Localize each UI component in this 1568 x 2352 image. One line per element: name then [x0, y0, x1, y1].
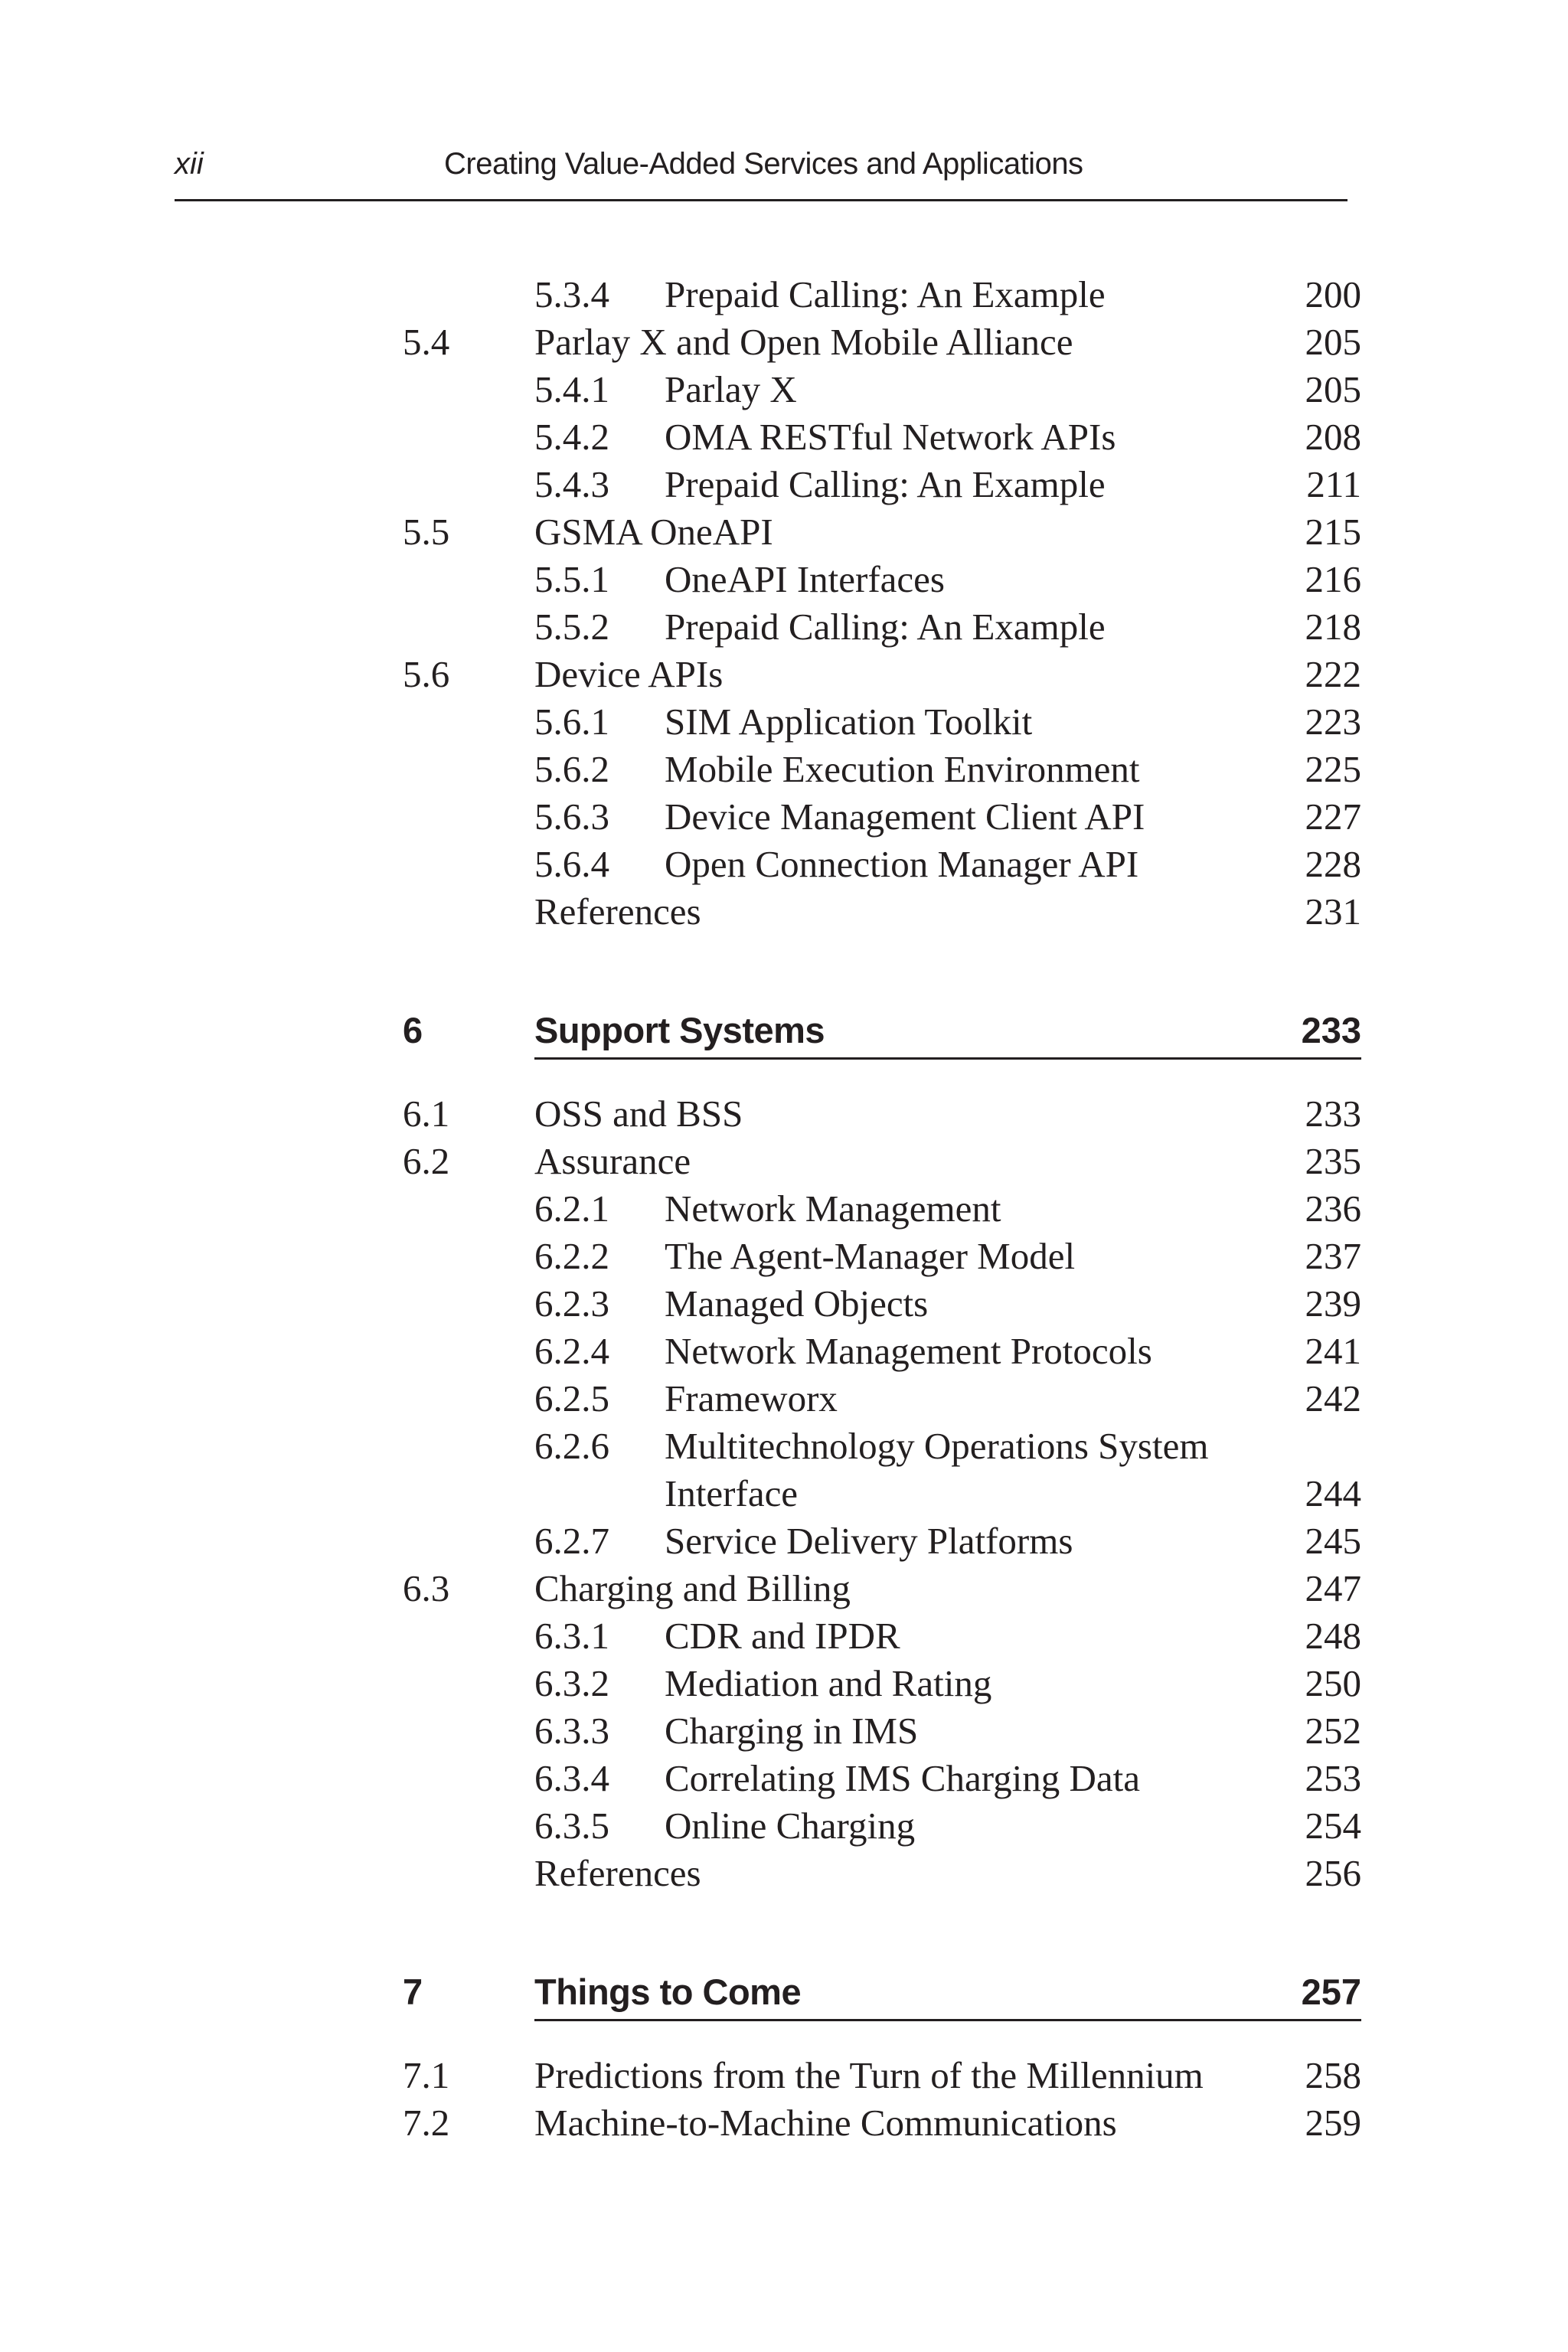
entry-number: 5.5.1 — [534, 558, 609, 600]
entry-title: Prepaid Calling: An Example — [665, 463, 1106, 505]
entry-title: OneAPI Interfaces — [665, 558, 945, 600]
entry-number: 5.5.2 — [534, 606, 609, 648]
page-number: xii — [175, 147, 204, 181]
toc-entry-6-3-2 — [0, 1660, 1568, 1707]
toc-entry-6-2 — [0, 1138, 1568, 1185]
entry-page: 228 — [1305, 843, 1361, 885]
chapter-page: 233 — [1301, 1010, 1361, 1050]
entry-title: Mobile Execution Environment — [665, 748, 1140, 790]
entry-page: 208 — [1305, 416, 1361, 458]
entry-number: 6.3 — [403, 1567, 450, 1609]
running-title: Creating Value-Added Services and Applications — [444, 147, 1083, 181]
entry-page: 215 — [1305, 511, 1361, 553]
entry-number: 5.4 — [403, 321, 450, 363]
entry-page: 239 — [1305, 1282, 1361, 1325]
chapter-number: 6 — [403, 1010, 423, 1050]
entry-number: 5.5 — [403, 511, 450, 553]
toc-entry-6-3-3 — [0, 1707, 1568, 1755]
entry-page: 223 — [1305, 701, 1361, 743]
entry-title: Mediation and Rating — [665, 1662, 992, 1704]
entry-page: 237 — [1305, 1235, 1361, 1277]
entry-title: Assurance — [534, 1140, 691, 1182]
toc-entry-5-6-3 — [0, 793, 1568, 841]
entry-title: Machine-to-Machine Communications — [534, 2102, 1117, 2144]
entry-title: Parlay X and Open Mobile Alliance — [534, 321, 1073, 363]
chapter-title: Support Systems — [534, 1010, 825, 1050]
toc-entry-6-3-5 — [0, 1802, 1568, 1850]
entry-title: Prepaid Calling: An Example — [665, 273, 1106, 315]
toc-entry-6-3-4 — [0, 1755, 1568, 1802]
entry-number: 6.3.4 — [534, 1757, 609, 1799]
entry-page: 200 — [1305, 273, 1361, 315]
entry-number: 6.2.1 — [534, 1187, 609, 1230]
toc-entry-5-4 — [0, 318, 1568, 366]
entry-page: 252 — [1305, 1710, 1361, 1752]
entry-page: 244 — [1305, 1472, 1361, 1514]
entry-number: 6.2.6 — [534, 1425, 609, 1467]
entry-title: Online Charging — [665, 1805, 916, 1847]
entry-number: 5.6.2 — [534, 748, 609, 790]
toc-entry-references-5 — [0, 888, 1568, 936]
entry-page: 242 — [1305, 1377, 1361, 1419]
entry-title: Device APIs — [534, 653, 724, 695]
entry-page: 205 — [1305, 368, 1361, 410]
toc-entry-6-1 — [0, 1090, 1568, 1138]
toc-entry-5-5-2 — [0, 603, 1568, 651]
toc-entry-5-4-3 — [0, 461, 1568, 508]
chapter-heading-7 — [0, 1967, 1568, 2017]
entry-number: 5.3.4 — [534, 273, 609, 315]
entry-page: 227 — [1305, 795, 1361, 838]
entry-number: 5.6 — [403, 653, 450, 695]
entry-number: 6.3.2 — [534, 1662, 609, 1704]
toc-entry-5-3-4 — [0, 271, 1568, 318]
entry-page: 253 — [1305, 1757, 1361, 1799]
entry-title: Device Management Client API — [665, 795, 1145, 838]
toc-entry-6-2-2 — [0, 1233, 1568, 1280]
entry-title-continued: Interface — [665, 1472, 799, 1514]
entry-number: 5.4.3 — [534, 463, 609, 505]
entry-number: 6.2.2 — [534, 1235, 609, 1277]
entry-page: 259 — [1305, 2102, 1361, 2144]
entry-title: Charging and Billing — [534, 1567, 851, 1609]
entry-number: 5.6.1 — [534, 701, 609, 743]
entry-page: 250 — [1305, 1662, 1361, 1704]
toc-entry-5-4-2 — [0, 413, 1568, 461]
entry-page: 248 — [1305, 1615, 1361, 1657]
entry-title: Network Management — [665, 1187, 1001, 1230]
entry-title: Network Management Protocols — [665, 1330, 1152, 1372]
entry-page: 205 — [1305, 321, 1361, 363]
chapter-page: 257 — [1301, 1971, 1361, 2012]
entry-title: Service Delivery Platforms — [665, 1520, 1073, 1562]
entry-title: References — [534, 890, 701, 933]
toc-entry-7-1 — [0, 2052, 1568, 2099]
entry-number: 6.3.3 — [534, 1710, 609, 1752]
toc-entry-5-5 — [0, 508, 1568, 556]
toc-entry-6-2-6 — [0, 1423, 1568, 1470]
toc-entry-7-2 — [0, 2099, 1568, 2147]
entry-page: 218 — [1305, 606, 1361, 648]
toc-entry-references-6 — [0, 1850, 1568, 1897]
entry-title: Correlating IMS Charging Data — [665, 1757, 1141, 1799]
entry-title: Open Connection Manager API — [665, 843, 1139, 885]
toc-entry-5-6-4 — [0, 841, 1568, 888]
entry-page: 222 — [1305, 653, 1361, 695]
entry-title: The Agent-Manager Model — [665, 1235, 1076, 1277]
toc-entry-6-2-5 — [0, 1375, 1568, 1423]
entry-title: Multitechnology Operations System — [665, 1425, 1209, 1467]
entry-title: Predictions from the Turn of the Millennium — [534, 2054, 1204, 2096]
entry-page: 258 — [1305, 2054, 1361, 2096]
toc-entry-5-4-1 — [0, 366, 1568, 413]
entry-page: 241 — [1305, 1330, 1361, 1372]
toc-entry-6-2-3 — [0, 1280, 1568, 1328]
toc-entry-6-2-7 — [0, 1517, 1568, 1565]
chapter-title: Things to Come — [534, 1971, 802, 2012]
entry-page: 233 — [1305, 1093, 1361, 1135]
entry-number: 7.2 — [403, 2102, 450, 2144]
toc-entry-5-6 — [0, 651, 1568, 698]
entry-page: 231 — [1305, 890, 1361, 933]
entry-number: 6.3.1 — [534, 1615, 609, 1657]
entry-title: Managed Objects — [665, 1282, 929, 1325]
entry-title: Prepaid Calling: An Example — [665, 606, 1106, 648]
entry-title: SIM Application Toolkit — [665, 701, 1033, 743]
toc-entry-6-2-6-continued — [0, 1470, 1568, 1517]
entry-number: 6.2.5 — [534, 1377, 609, 1419]
entry-page: 235 — [1305, 1140, 1361, 1182]
entry-number: 6.1 — [403, 1093, 450, 1135]
chapter-heading-6 — [0, 1005, 1568, 1056]
entry-page: 211 — [1306, 463, 1361, 505]
entry-page: 216 — [1305, 558, 1361, 600]
chapter-rule — [534, 1057, 1361, 1060]
entry-page: 236 — [1305, 1187, 1361, 1230]
entry-page: 256 — [1305, 1852, 1361, 1894]
entry-number: 6.2.7 — [534, 1520, 609, 1562]
entry-number: 5.4.2 — [534, 416, 609, 458]
entry-title: Charging in IMS — [665, 1710, 919, 1752]
entry-page: 225 — [1305, 748, 1361, 790]
entry-number: 5.4.1 — [534, 368, 609, 410]
toc-entry-5-6-1 — [0, 698, 1568, 746]
chapter-number: 7 — [403, 1971, 423, 2012]
toc-entry-6-2-4 — [0, 1328, 1568, 1375]
toc-entry-6-3-1 — [0, 1612, 1568, 1660]
entry-title: GSMA OneAPI — [534, 511, 773, 553]
entry-number: 7.1 — [403, 2054, 450, 2096]
entry-title: References — [534, 1852, 701, 1894]
entry-title: Parlay X — [665, 368, 797, 410]
entry-number: 6.2.4 — [534, 1330, 609, 1372]
toc-entry-5-5-1 — [0, 556, 1568, 603]
entry-number: 6.2.3 — [534, 1282, 609, 1325]
entry-title: Frameworx — [665, 1377, 838, 1419]
toc-entry-6-2-1 — [0, 1185, 1568, 1233]
toc-entry-6-3 — [0, 1565, 1568, 1612]
entry-number: 5.6.3 — [534, 795, 609, 838]
entry-page: 247 — [1305, 1567, 1361, 1609]
entry-number: 6.3.5 — [534, 1805, 609, 1847]
entry-page: 254 — [1305, 1805, 1361, 1847]
chapter-rule — [534, 2019, 1361, 2021]
entry-number: 5.6.4 — [534, 843, 609, 885]
toc-entry-5-6-2 — [0, 746, 1568, 793]
page-header — [175, 147, 1348, 201]
entry-title: OSS and BSS — [534, 1093, 743, 1135]
entry-number: 6.2 — [403, 1140, 450, 1182]
entry-title: CDR and IPDR — [665, 1615, 900, 1657]
entry-title: OMA RESTful Network APIs — [665, 416, 1116, 458]
entry-page: 245 — [1305, 1520, 1361, 1562]
